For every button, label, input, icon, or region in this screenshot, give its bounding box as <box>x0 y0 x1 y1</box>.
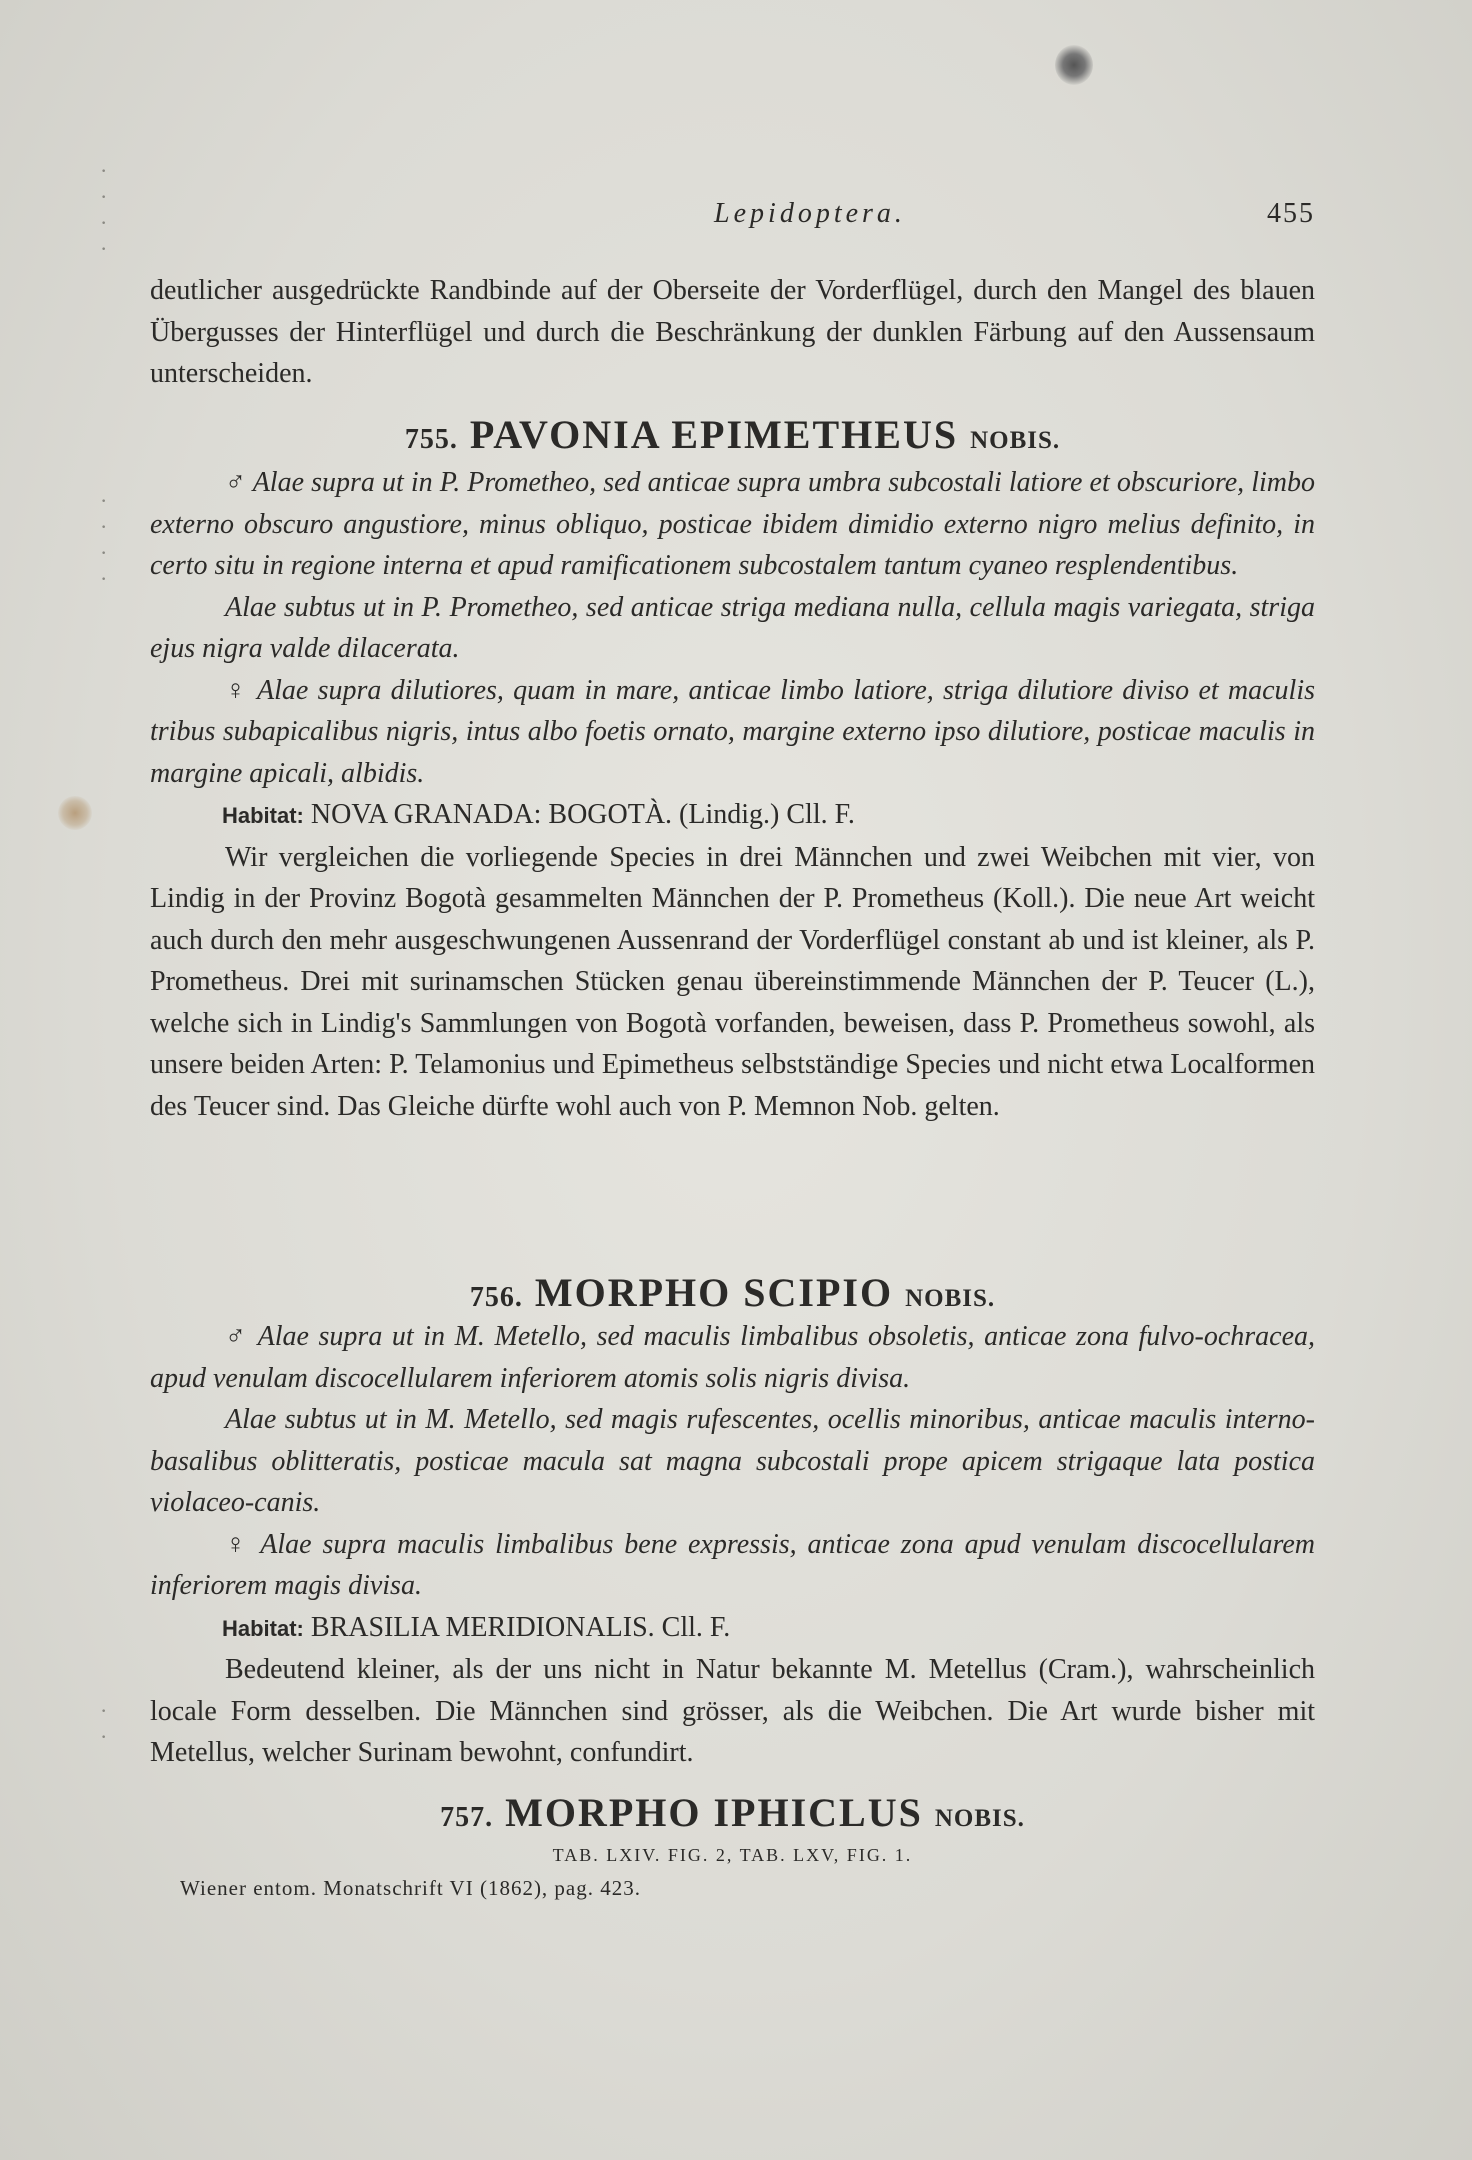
species-number: 757. <box>440 1802 494 1833</box>
female-upperside <box>150 670 1315 795</box>
male-symbol-icon: ♂ <box>225 1321 249 1352</box>
species-number: 756. <box>469 1282 523 1313</box>
entry-757 <box>150 1787 1315 1901</box>
entry-755 <box>150 409 1315 467</box>
paper-stain <box>58 796 92 830</box>
margin-dots: · · · · <box>100 158 108 261</box>
habitat-line <box>150 794 1315 837</box>
male-upperside-text: Alae supra ut in P. Prometheo, sed anticae supra umbra subcostali latiore et obscuriore, limbo externo obscuro angustiore, minus obliquo, posticae ibidem dimidio externo nigro melius definito, in certo situ in regione interna et apud ramificationem subcostalem tantum cyaneo resplendentibus. <box>150 467 1316 581</box>
margin-dots: · · · · <box>100 488 108 591</box>
remarks-text: Wir vergleichen die vorliegende Species in drei Männchen und zwei Weibchen mit vier, von Lindig in der Provinz Bogotà gesammelten Männchen der P. Prometheus (Koll.). Die neue Art weicht auch durch den mehr ausgeschwungenen Aussenrand der Vorderflügel constant ab und ist kleiner, als P. Prometheus. Drei mit surinamschen Stücken genau übereinstimmende Männchen der P. Teucer (L.), welche sich in Lindig's Sammlungen von Bogotà vorfanden, beweisen, dass P. Prometheus sowohl, als unsere beiden Arten: P. Telamonius und Epimetheus selbstständige Species und nicht etwa Localformen des Teucer sind. Das Gleiche dürfte wohl auch von P. Memnon Nob. gelten. <box>150 841 1315 1122</box>
habitat-label: Habitat: <box>222 803 304 828</box>
male-underside-text: Alae subtus ut in M. Metello, sed magis rufescentes, ocellis minoribus, anticae maculis interno-basalibus oblitteratis, posticae macula sat magna subcostali prope apicem strigaque lata postica violaceo-canis. <box>150 1404 1315 1518</box>
female-symbol-icon: ♀ <box>225 1528 250 1560</box>
male-underside-text: Alae subtus ut in P. Prometheo, sed anticae striga mediana nulla, cellula magis variegata, striga ejus nigra valde dilacerata. <box>150 591 1315 664</box>
species-name: MORPHO SCIPIO <box>534 1270 894 1315</box>
male-upperside <box>150 462 1315 587</box>
intro-text: deutlicher ausgedrückte Randbinde auf der Oberseite der Vorderflügel, durch den Mangel des blauen Übergusses der Hinterflügel und durch die Beschränkung der dunklen Färbung auf den Aussensaum unterscheiden. <box>150 275 1315 389</box>
female-upperside-text: Alae supra dilutiores, quam in mare, anticae limbo latiore, striga dilutiore diviso et maculis tribus subapicalibus nigris, intus albo foetis ornato, margine externo ipso dilutiore, posticae maculis in margine apicali, albidis. <box>150 674 1316 789</box>
male-symbol-icon: ♂ <box>225 467 247 498</box>
plate-reference: TAB. LXIV. FIG. 2, TAB. LXV, FIG. 1. <box>552 1845 913 1865</box>
entry-756-description <box>150 1316 1315 1774</box>
male-upperside-text: Alae supra ut in M. Metello, sed maculis limbalibus obsoletis, anticae zona fulvo-ochracea, apud venulam discocellularem inferiorem atomis solis nigris divisa. <box>150 1321 1316 1394</box>
literature-reference: Wiener entom. Monatschrift VI (1862), pag. 423. <box>180 1876 642 1900</box>
species-heading <box>150 409 1315 467</box>
habitat-label: Habitat: <box>222 1615 304 1641</box>
habitat-text: NOVA GRANADA: BOGOTÀ. (Lindig.) Cll. F. <box>310 799 855 830</box>
habitat-line <box>150 1607 1315 1650</box>
ink-blot <box>1055 45 1093 85</box>
female-upperside <box>150 1524 1315 1607</box>
habitat-text: BRASILIA MERIDIONALIS. Cll. F. <box>310 1611 731 1643</box>
species-author: NOBIS. <box>905 1285 996 1312</box>
running-title: Lepidoptera. <box>714 198 906 229</box>
intro-paragraph <box>150 270 1315 395</box>
male-upperside <box>150 1316 1315 1399</box>
margin-dots: · · <box>100 1698 108 1749</box>
species-heading <box>150 1787 1315 1845</box>
female-symbol-icon: ♀ <box>225 674 249 706</box>
species-name: MORPHO IPHICLUS <box>505 1790 923 1835</box>
entry-755-description <box>150 462 1315 1127</box>
species-author: NOBIS. <box>934 1805 1025 1832</box>
page-number: 455 <box>1267 198 1315 229</box>
species-name: PAVONIA EPIMETHEUS <box>469 412 959 457</box>
species-number: 755. <box>404 424 458 455</box>
page-header <box>150 198 1315 238</box>
species-author: NOBIS. <box>970 427 1061 454</box>
female-upperside-text: Alae supra maculis limbalibus bene expressis, anticae zona apud venulam discocellularem inferiorem magis divisa. <box>150 1528 1316 1601</box>
remarks-text: Bedeutend kleiner, als der uns nicht in Natur bekannte M. Metellus (Cram.), wahrscheinlich locale Form desselben. Die Männchen sind grösser, als die Weibchen. Die Art wurde bisher mit Metellus, welcher Surinam bewohnt, confundirt. <box>150 1654 1315 1768</box>
